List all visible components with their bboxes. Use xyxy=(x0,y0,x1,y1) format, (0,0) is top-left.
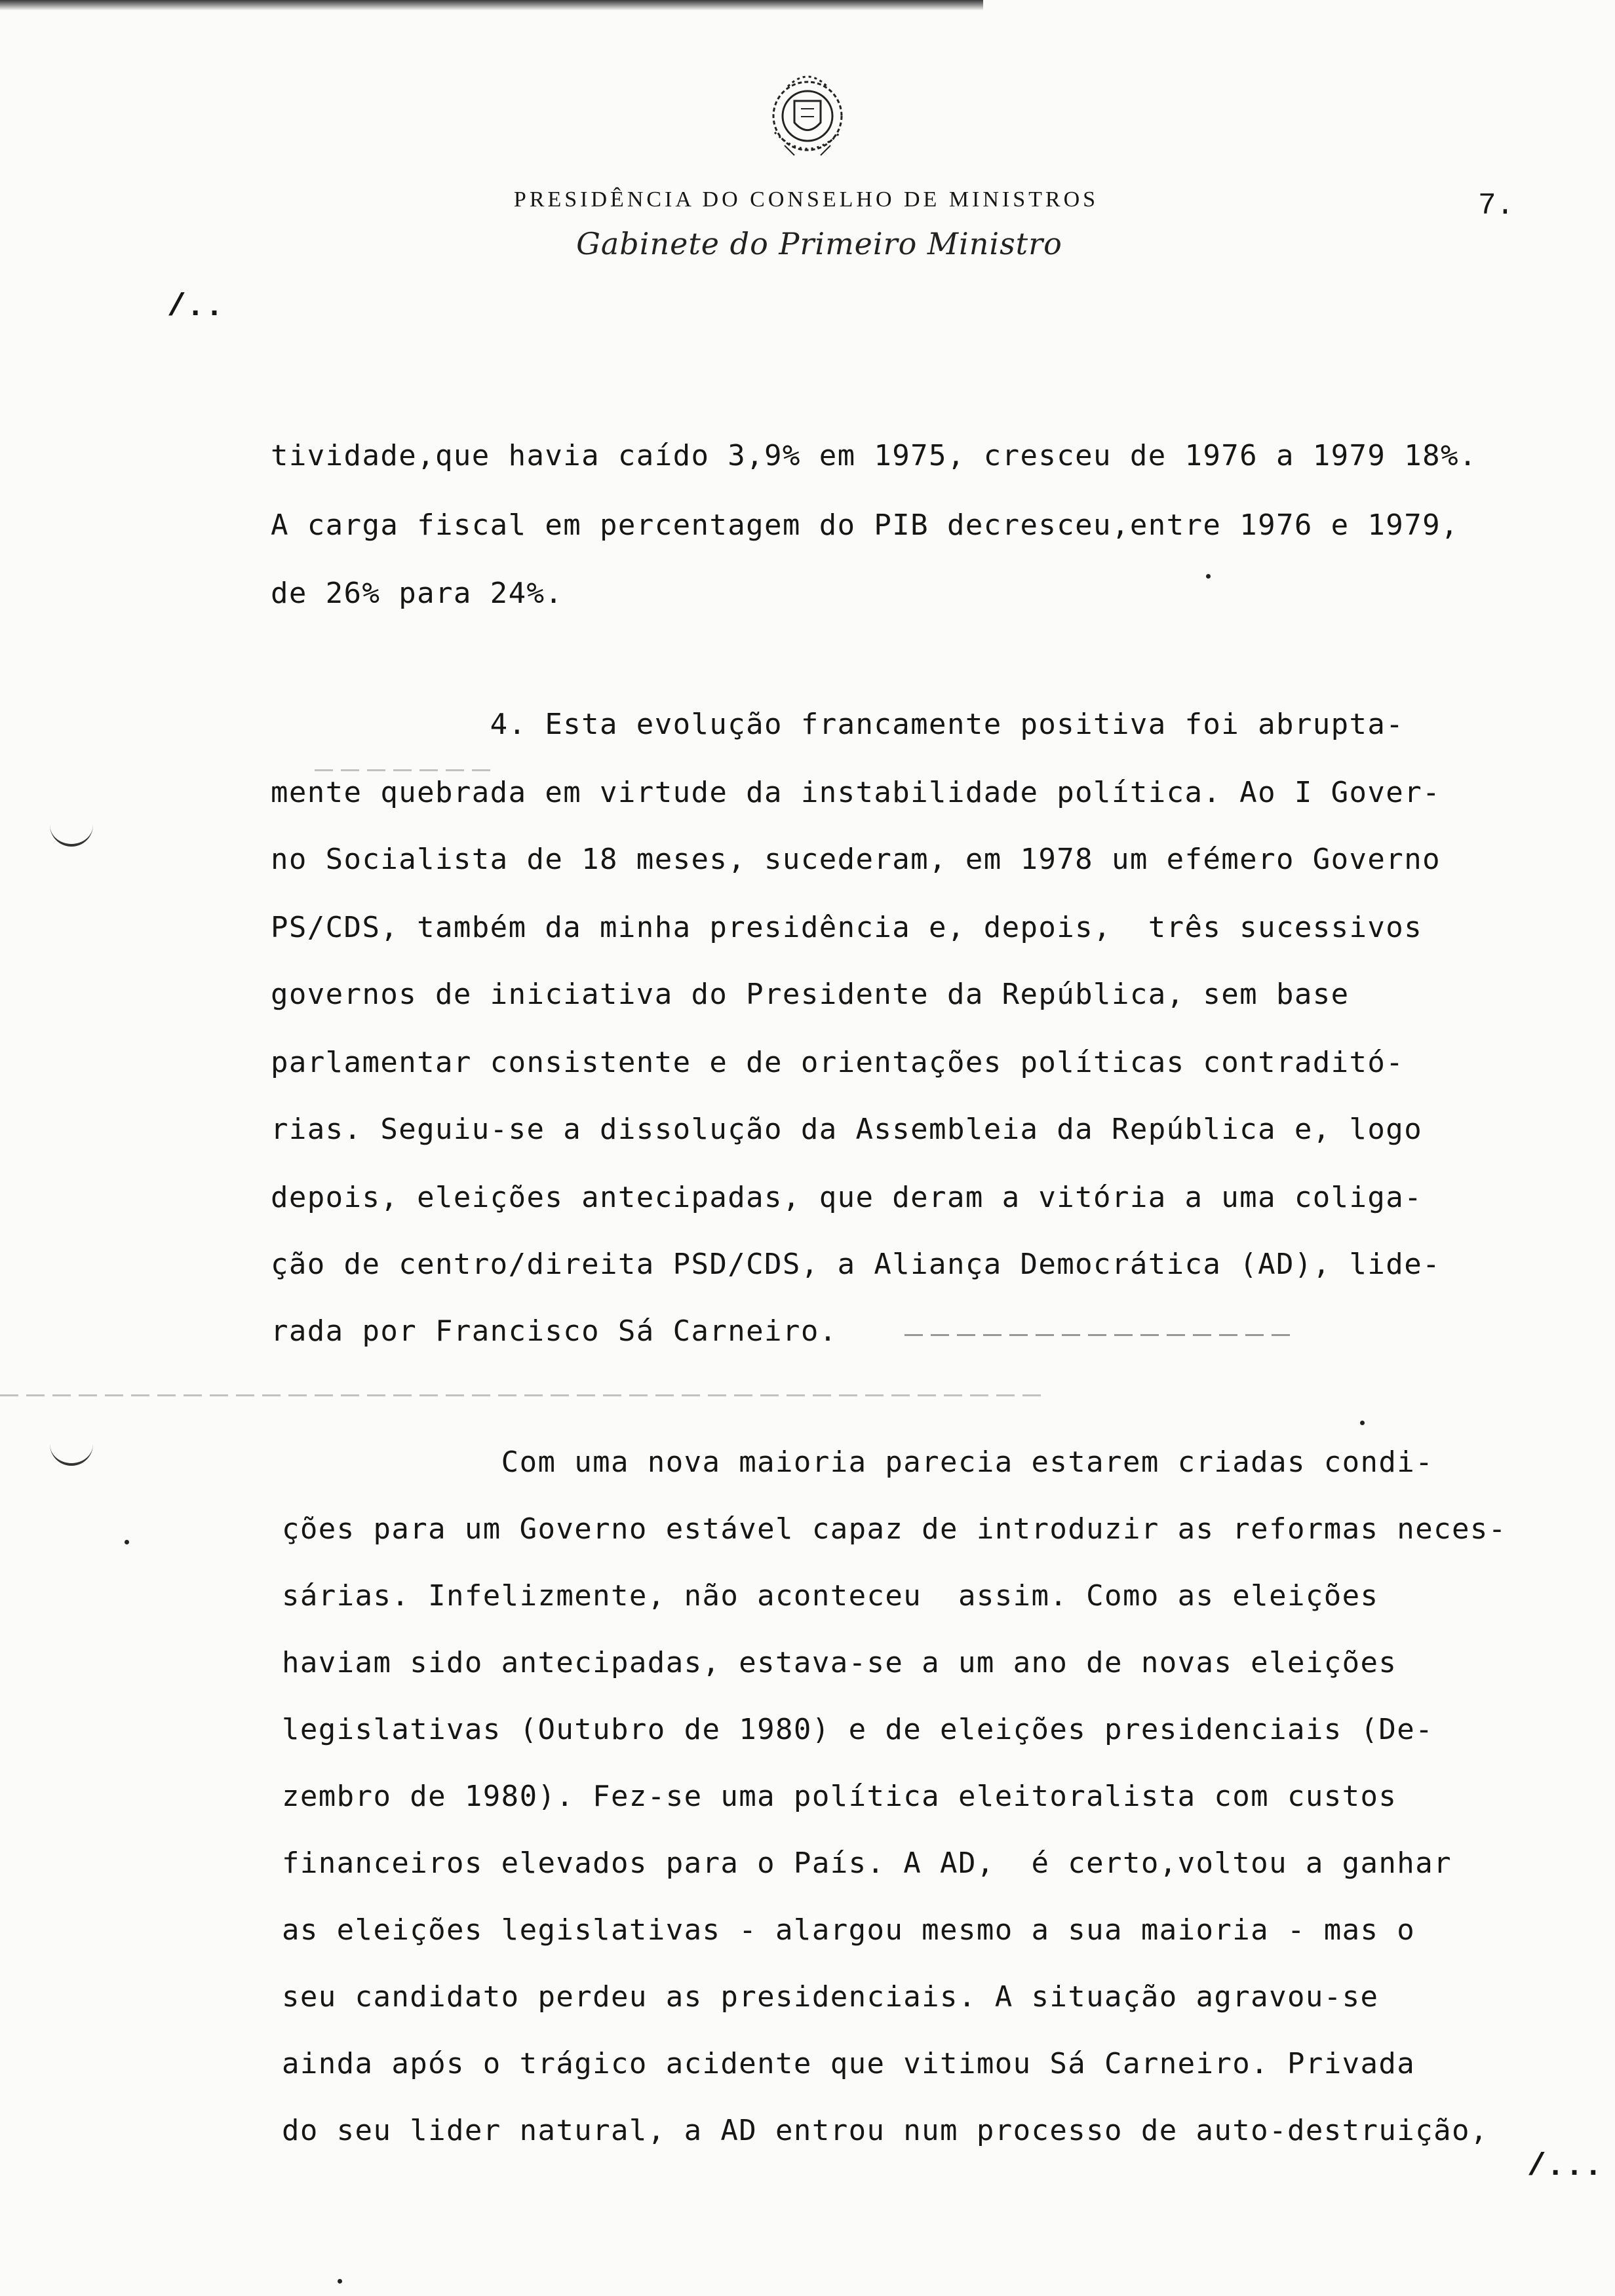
text-line: sárias. Infelizmente, não aconteceu assim. Como as eleições xyxy=(282,1579,1379,1613)
institution-title: PRESIDÊNCIA DO CONSELHO DE MINISTROS xyxy=(513,187,1099,212)
scan-top-edge xyxy=(0,0,983,10)
text-line: do seu lider natural, a AD entrou num processo de auto-destruição, xyxy=(282,2114,1489,2147)
text-line: Com uma nova maioria parecia estarem criadas condi- xyxy=(282,1445,1434,1479)
scan-rule-line xyxy=(315,769,492,771)
text-line: PS/CDS, também da minha presidência e, depois, três sucessivos xyxy=(271,911,1423,944)
continued-on-marker: /... xyxy=(1527,2149,1603,2185)
coat-of-arms-seal xyxy=(749,60,866,178)
text-line: governos de iniciativa do Presidente da República, sem base xyxy=(271,978,1350,1011)
ink-speck xyxy=(125,1540,129,1544)
text-line: ções para um Governo estável capaz de introduzir as reformas neces- xyxy=(282,1512,1507,1546)
text-line: no Socialista de 18 meses, sucederam, em 1978 um efémero Governo xyxy=(271,843,1441,876)
office-name: Gabinete do Primeiro Ministro xyxy=(576,226,1062,261)
text-line: legislativas (Outubro de 1980) e de eleições presidenciais (De- xyxy=(282,1713,1434,1746)
scan-rule-line xyxy=(0,1394,1049,1396)
ink-speck xyxy=(1206,574,1211,579)
text-line: tividade,que havia caído 3,9% em 1975, cresceu de 1976 a 1979 18%. xyxy=(271,439,1477,472)
text-line: financeiros elevados para o País. A AD, é certo,voltou a ganhar xyxy=(282,1846,1452,1880)
text-line: ainda após o trágico acidente que vitimou Sá Carneiro. Privada xyxy=(282,2047,1416,2080)
text-line: mente quebrada em virtude da instabilidade política. Ao I Gover- xyxy=(271,776,1441,809)
text-line: parlamentar consistente e de orientações políticas contraditó- xyxy=(271,1046,1405,1079)
scan-rule-line xyxy=(905,1334,1291,1336)
ink-speck xyxy=(338,2279,342,2284)
text-line: as eleições legislativas - alargou mesmo a sua maioria - mas o xyxy=(282,1913,1416,1947)
text-line: de 26% para 24%. xyxy=(271,577,564,610)
ink-speck xyxy=(1360,1421,1365,1425)
punch-hole-mark xyxy=(50,1438,93,1466)
page-number: 7. xyxy=(1478,189,1515,223)
text-line: haviam sido antecipadas, estava-se a um ano de novas eleições xyxy=(282,1646,1397,1679)
text-line: 4. Esta evolução francamente positiva foi abrupta- xyxy=(271,708,1405,741)
text-line: zembro de 1980). Fez-se uma política eleitoralista com custos xyxy=(282,1780,1397,1813)
continued-from-marker: /.. xyxy=(167,290,224,325)
text-line: A carga fiscal em percentagem do PIB decresceu,entre 1976 e 1979, xyxy=(271,508,1459,542)
text-line: depois, eleições antecipadas, que deram a vitória a uma coliga- xyxy=(271,1181,1423,1214)
text-line: seu candidato perdeu as presidenciais. A situação agravou-se xyxy=(282,1980,1379,2014)
text-line: rias. Seguiu-se a dissolução da Assembleia da República e, logo xyxy=(271,1113,1423,1146)
text-line: rada por Francisco Sá Carneiro. xyxy=(271,1314,838,1348)
text-line: ção de centro/direita PSD/CDS, a Aliança Democrática (AD), lide- xyxy=(271,1248,1441,1281)
punch-hole-mark xyxy=(50,819,93,847)
